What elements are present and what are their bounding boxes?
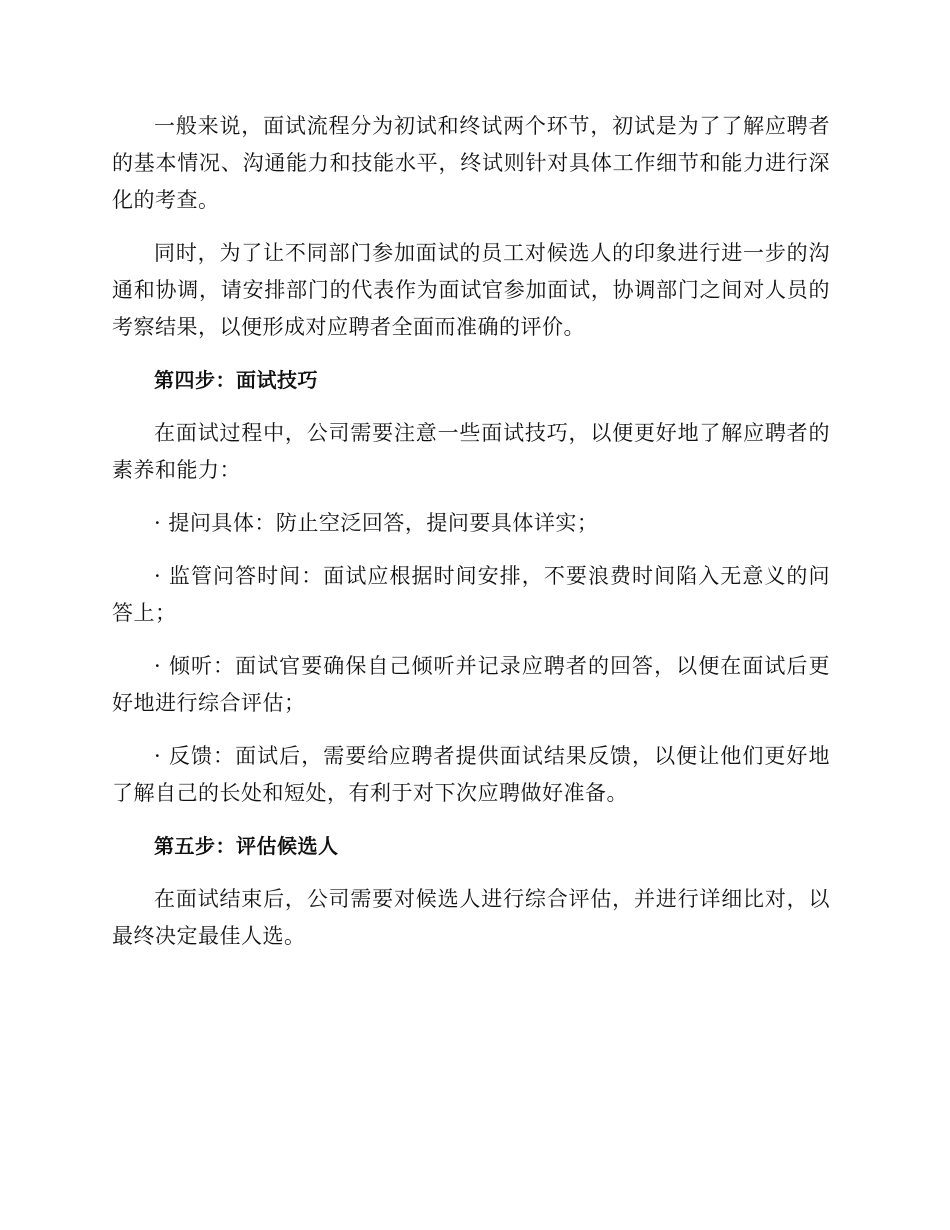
section-heading-step-4: 第四步：面试技巧 [154,368,318,392]
document-body [112,108,830,971]
paragraph-interview-process: 一般来说，面试流程分为初试和终试两个环节，初试是为了了解应聘者的基本情况、沟通能力和技能水平，终试则针对具体工作细节和能力进行深化的考查。 [112,114,830,212]
step-5-body: 在面试结束后，公司需要对候选人进行综合评估，并进行详细比对，以最终决定最佳人选。 [112,887,830,948]
bullet-item-feedback: · 反馈：面试后，需要给应聘者提供面试结果反馈，以便让他们更好地了解自己的长处和短处，有利于对下次应聘做好准备。 [112,744,830,805]
bullet-item-specific-questions: · 提问具体：防止空泛回答，提问要具体详实； [154,511,599,535]
bullet-item-listening: · 倾听：面试官要确保自己倾听并记录应聘者的回答，以便在面试后更好地进行综合评估； [112,654,830,715]
paragraph-department-coordination: 同时，为了让不同部门参加面试的员工对候选人的印象进行进一步的沟通和协调，请安排部门的代表作为面试官参加面试，协调部门之间对人员的考察结果，以便形成对应聘者全面而准确的评价。 [112,241,830,339]
step-4-intro: 在面试过程中，公司需要注意一些面试技巧，以便更好地了解应聘者的素养和能力： [112,421,830,482]
bullet-item-time-management: · 监管问答时间：面试应根据时间安排，不要浪费时间陷入无意义的问答上； [112,564,830,625]
section-heading-step-5: 第五步：评估候选人 [154,834,339,858]
